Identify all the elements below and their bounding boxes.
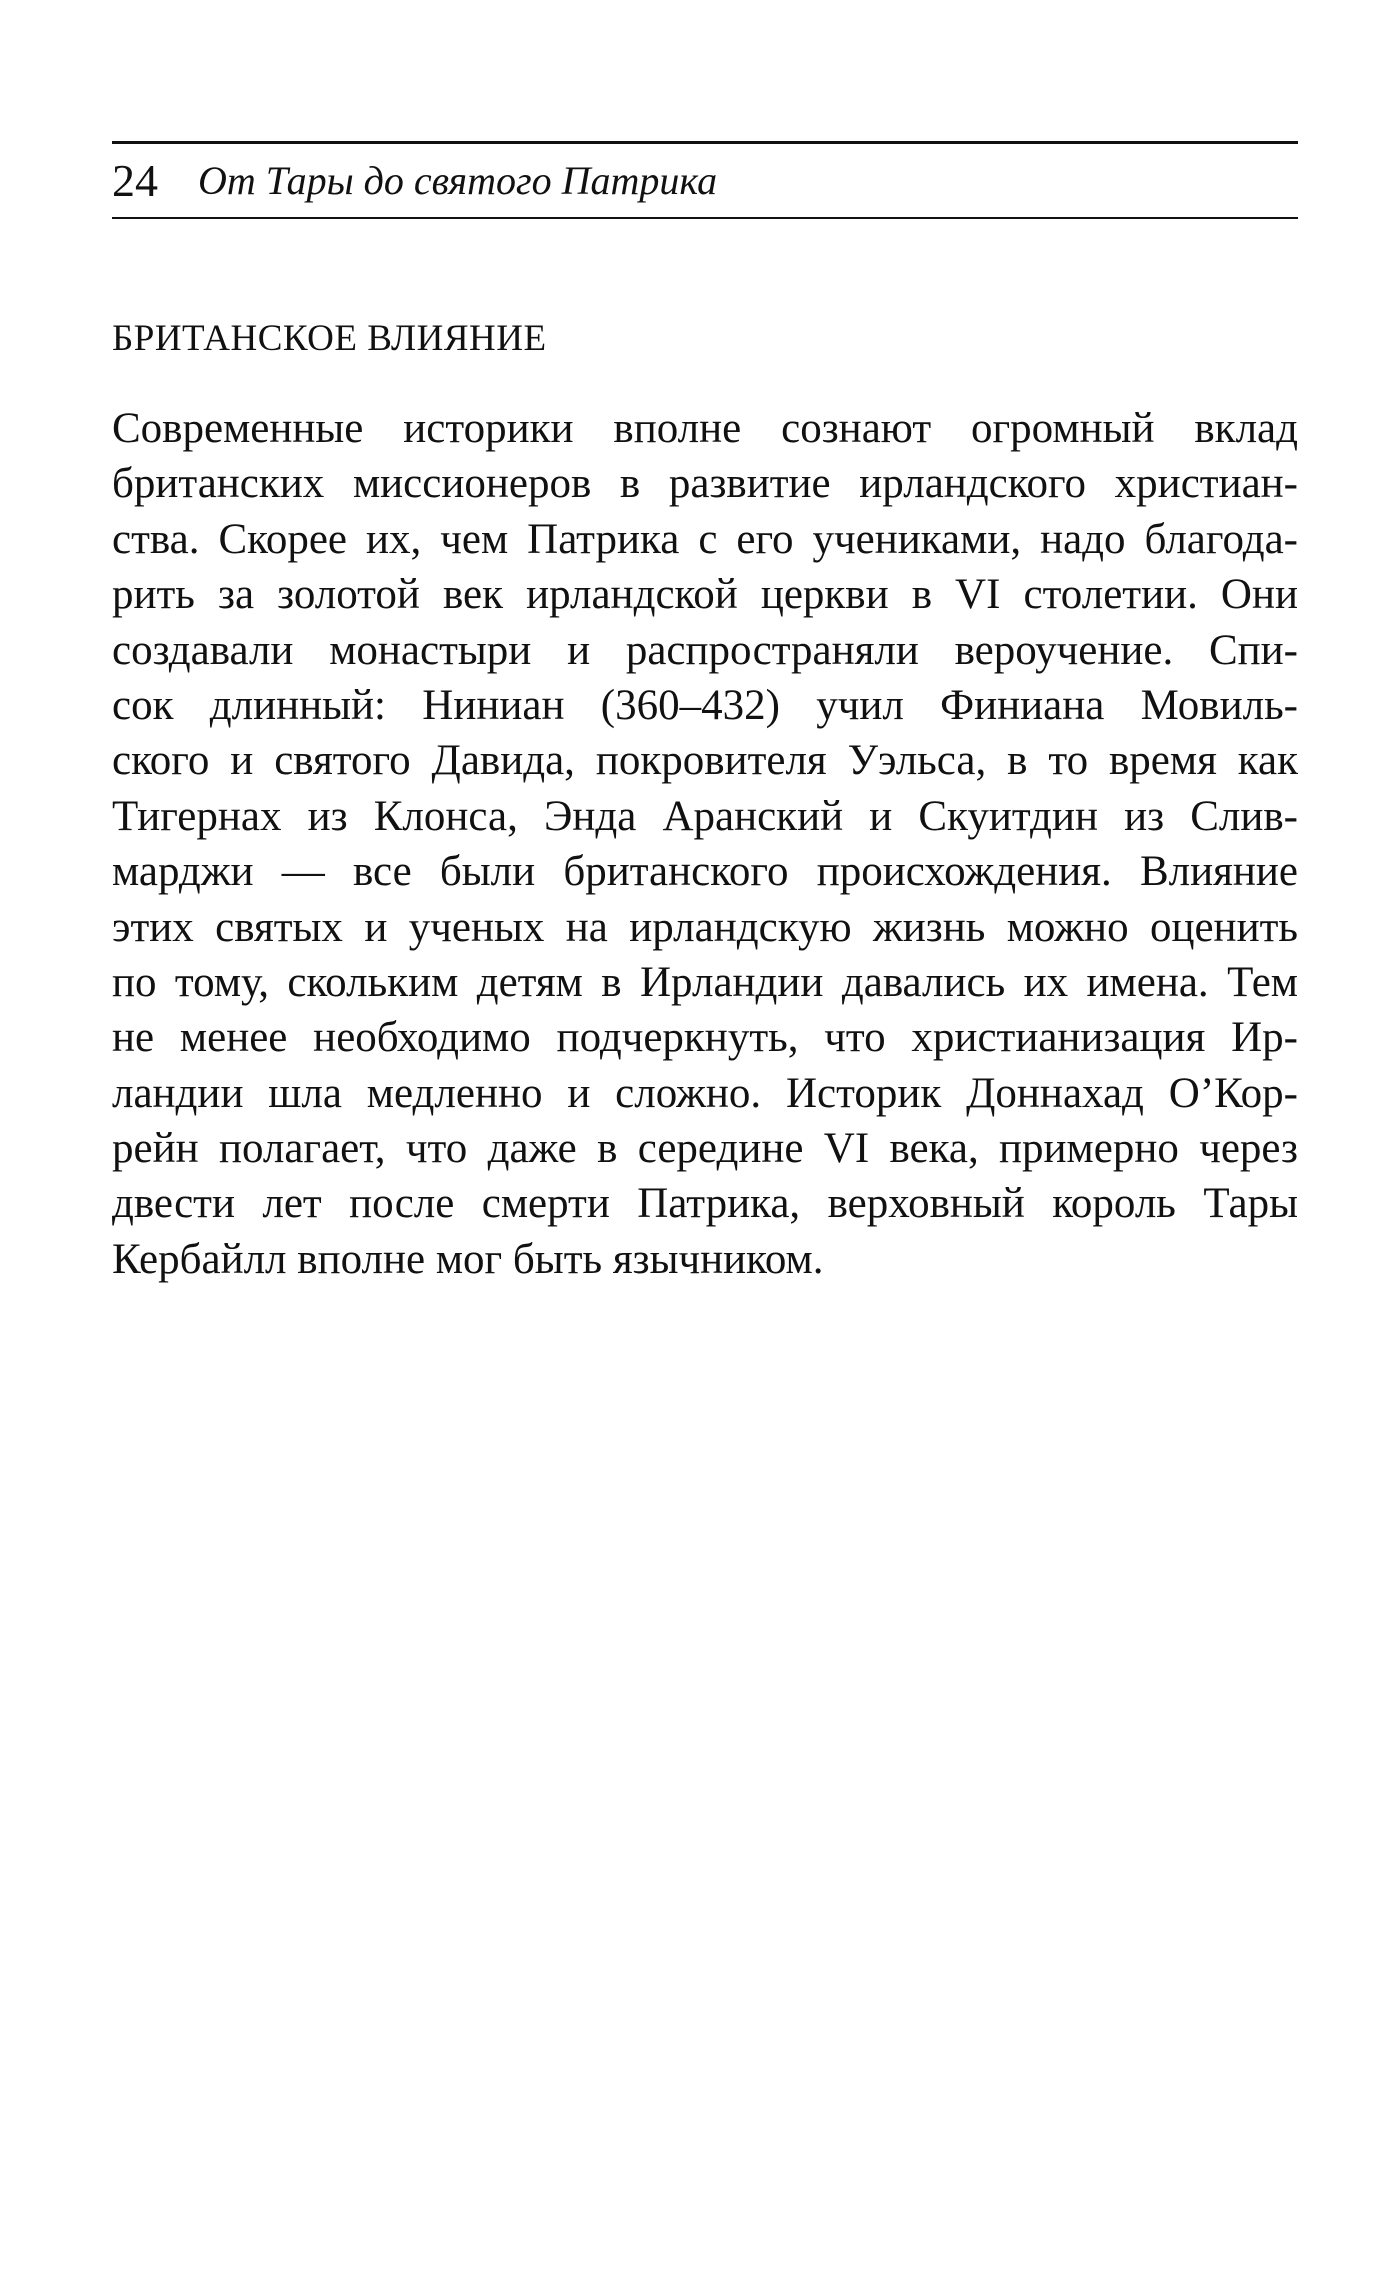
text-line: по тому, скольким детям в Ирландии давались их имена. Тем [112, 958, 1298, 1006]
text-line: этих святых и ученых на ирландскую жизнь можно оценить [112, 903, 1298, 951]
text-line: ландии шла медленно и сложно. Историк Доннахад О’Кор- [112, 1069, 1298, 1117]
text-line: марджи — все были британского происхождения. Влияние [112, 848, 1298, 896]
header-bottom-rule [112, 217, 1298, 219]
header-top-rule [112, 141, 1298, 144]
section-heading: БРИТАНСКОЕ ВЛИЯНИЕ [112, 318, 547, 359]
text-line: ского и святого Давида, покровителя Уэльса, в то время как [112, 737, 1298, 785]
text-line: рейн полагает, что даже в середине VI века, примерно через [112, 1125, 1298, 1173]
text-line: Кербайлл вполне мог быть язычником. [112, 1235, 824, 1283]
text-line: британских миссионеров в развитие ирландского христиан- [112, 460, 1298, 508]
text-line: сок длинный: Ниниан (360–432) учил Финиана Мовиль- [112, 681, 1298, 729]
text-line: двести лет после смерти Патрика, верховный король Тары [112, 1180, 1298, 1228]
running-head [112, 150, 717, 212]
running-title: От Тары до святого Патрика [198, 158, 718, 203]
text-line: Тигернах из Клонса, Энда Аранский и Скуитдин из Слив- [112, 792, 1298, 840]
text-line: создавали монастыри и распространяли вероучение. Спи- [112, 626, 1298, 674]
body-paragraph [112, 401, 1298, 1287]
page-number: 24 [112, 155, 158, 206]
text-line: Современные историки вполне сознают огромный вклад [112, 405, 1298, 452]
text-line: не менее необходимо подчеркнуть, что христианизация Ир- [112, 1014, 1298, 1062]
text-line: рить за золотой век ирландской церкви в VI столетии. Они [112, 571, 1298, 619]
text-line: ства. Скорее их, чем Патрика с его учениками, надо благода- [112, 515, 1298, 563]
